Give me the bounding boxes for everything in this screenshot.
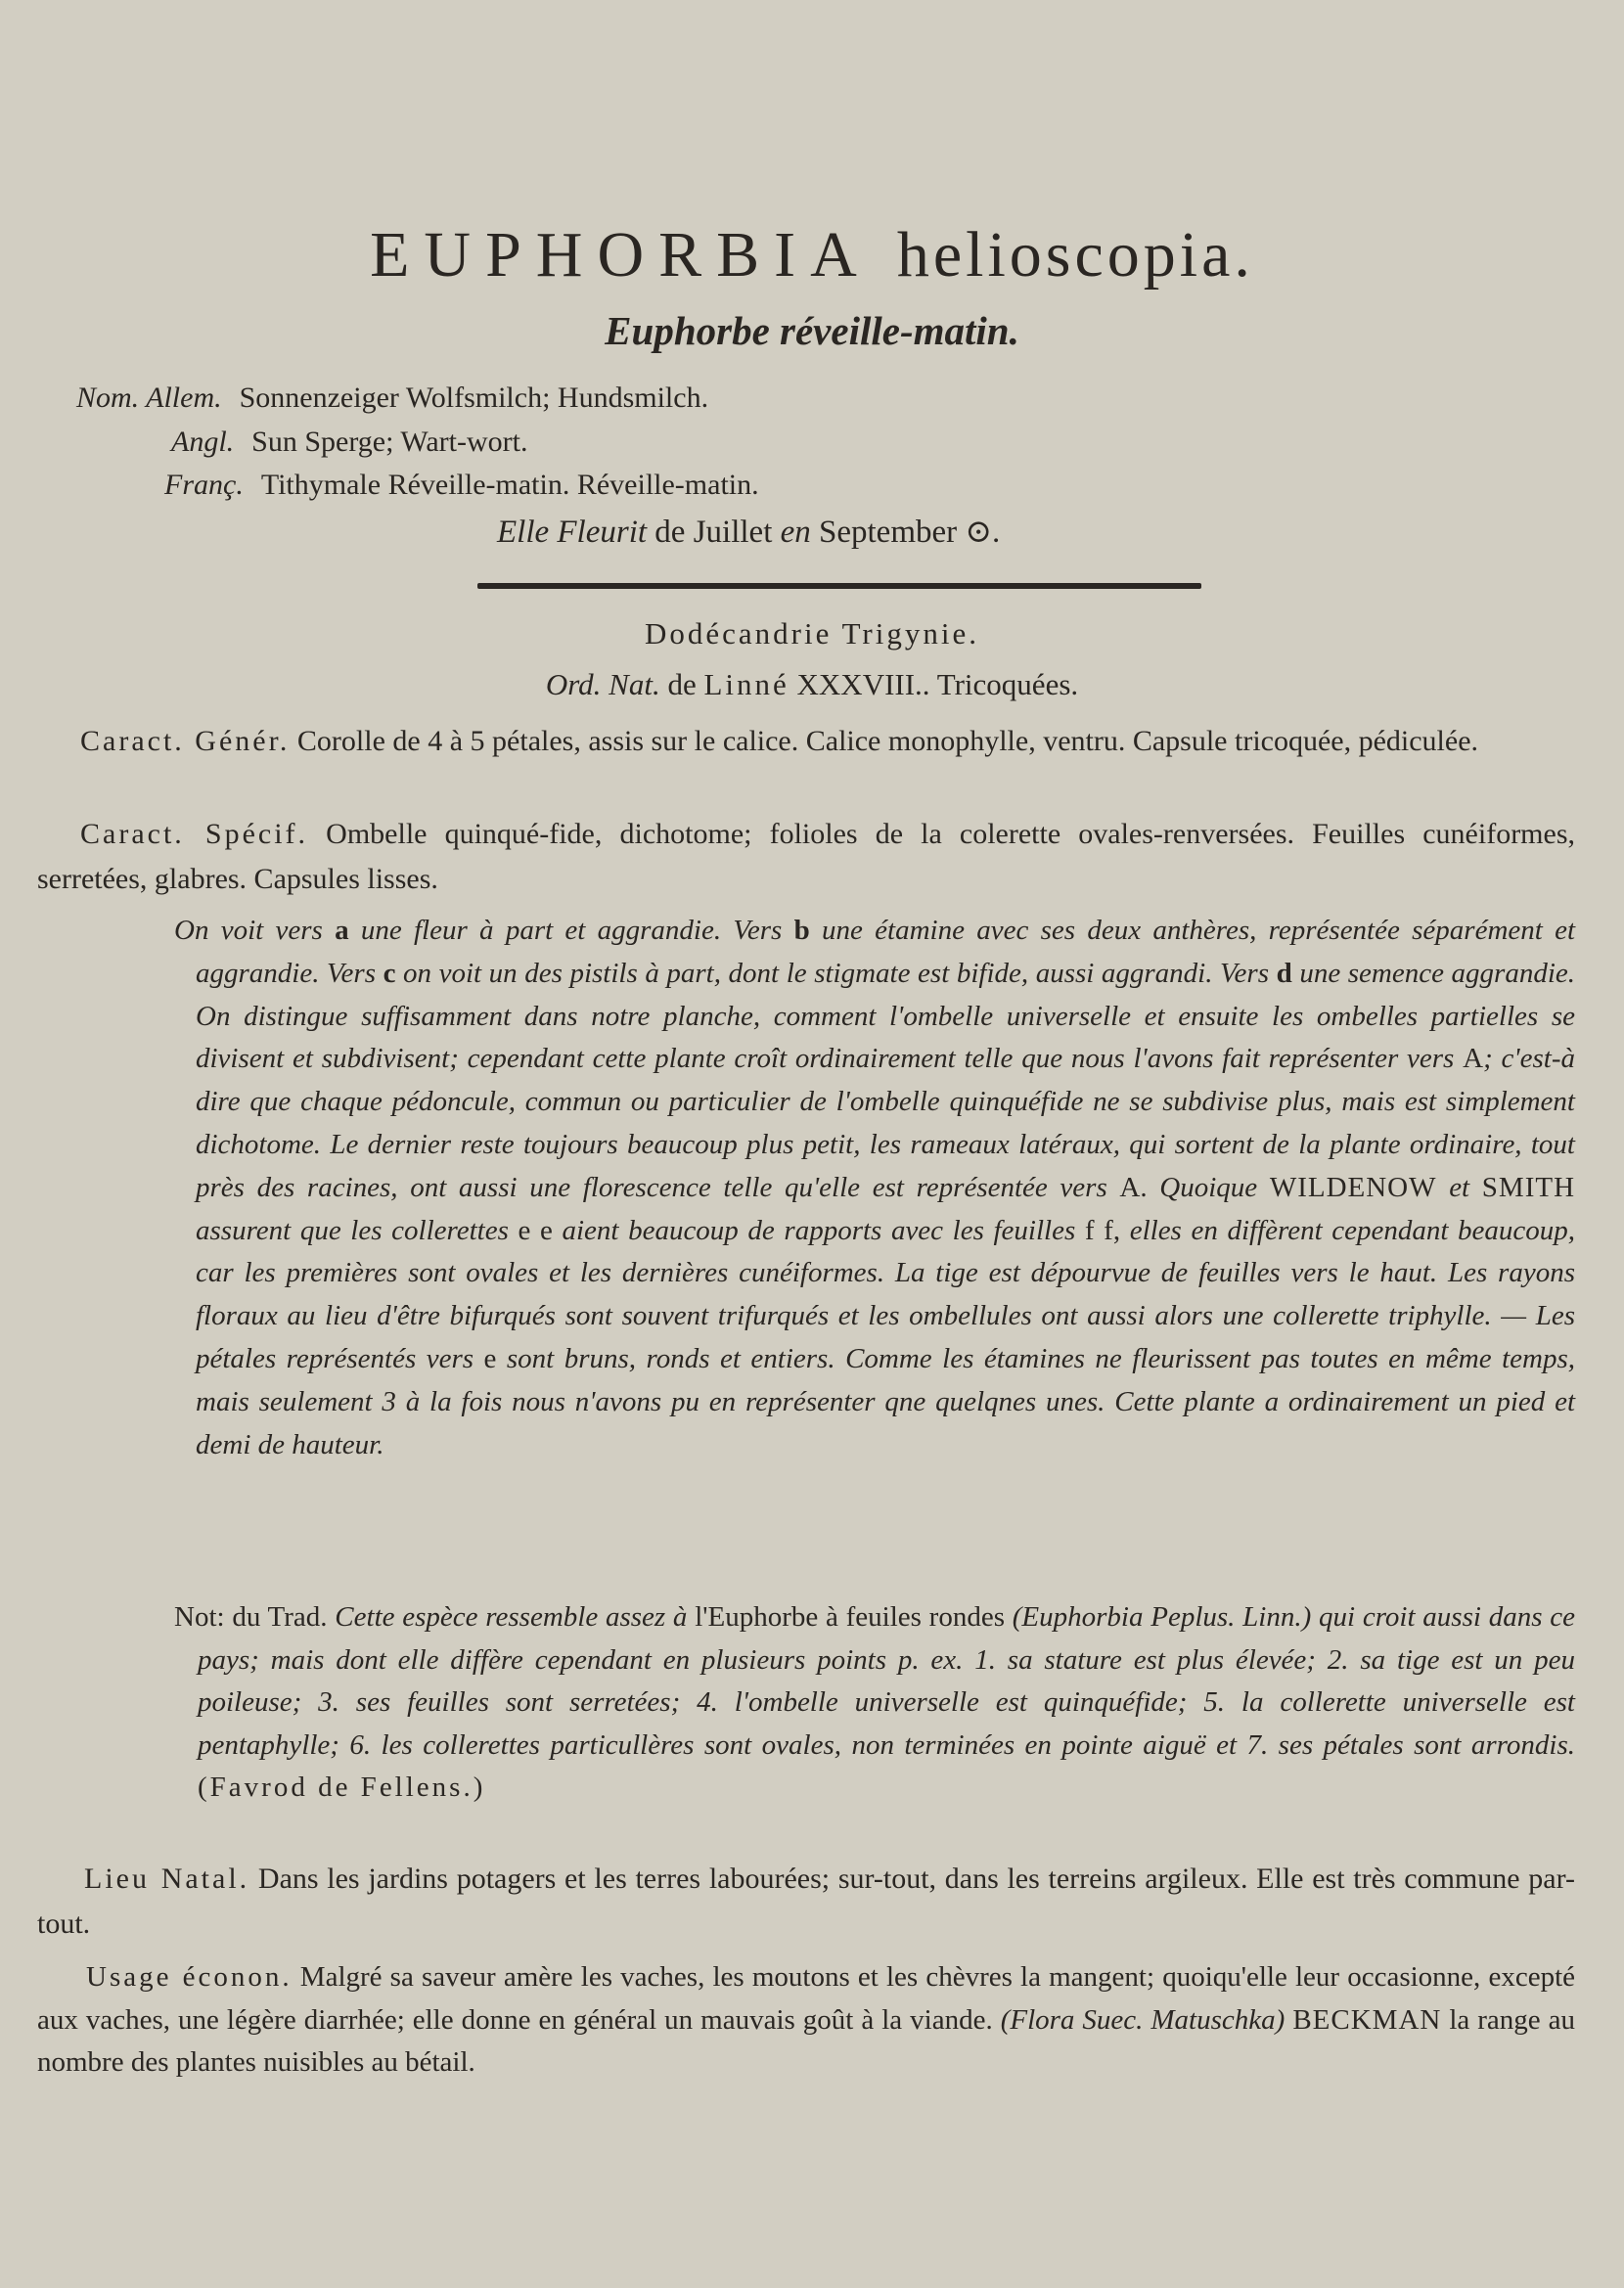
specific-character-heading: Caract. Spécif. (80, 818, 309, 850)
ornamental-divider (477, 583, 1201, 589)
order-prefix: Ord. Nat. (545, 667, 660, 701)
desc-letter: b (793, 915, 810, 946)
flowering-part-1: Elle Fleurit (497, 515, 648, 550)
author-name: WILDENOW (1269, 1171, 1437, 1203)
native-habitat (37, 1857, 1575, 1947)
desc-letter: f f, (1084, 1214, 1121, 1246)
desc-letter: A (1463, 1043, 1484, 1075)
desc-text: on voit un des pistils à part, dont le stigmate est bifide, aussi aggrandi. Vers (403, 957, 1270, 989)
name-french-label: Franç. (164, 469, 244, 501)
economic-use-citation: (Flora Suec. Matuschka) (1000, 2003, 1286, 2036)
plate-description (174, 910, 1576, 1466)
desc-text: aient beaucoup de rapports avec les feuilles (562, 1214, 1076, 1246)
desc-letter: A. (1119, 1171, 1148, 1203)
desc-text: Quoique (1159, 1171, 1258, 1203)
desc-text: une fleur à part et aggrandie. Vers (360, 915, 783, 946)
native-habitat-heading: Lieu Natal. (84, 1862, 250, 1895)
desc-text: sont bruns, ronds et entiers. Comme les étamines ne fleurissent pas toutes en même temps, mais seulement 3 à la fois nous n'avons pu en représenter qne quelqnes unes. Cette plante a ordinairement un pied et demi de hauteur. (196, 1342, 1575, 1460)
genus-name: EUPHORBIA (370, 219, 872, 291)
name-german-label: Nom. Allem. (76, 381, 222, 414)
generic-character (37, 719, 1575, 764)
name-english-value: Sun Sperge; Wart-wort. (251, 426, 528, 458)
desc-text: elles en diffèrent cependant beaucoup, car les premières sont ovales et les dernières cunéiformes. La tige est dépourvue de feuilles vers le haut. Les rayons floraux au lieu d'être bifurqués sont souvent trifurqués et les ombellules ont aussi alors une collerette triphylle. — Les pétales représentés vers (196, 1214, 1576, 1374)
economic-use-text: la range au nombre des plantes nuisibles au bétail. (37, 2003, 1576, 2078)
flowering-period (497, 516, 1000, 549)
desc-text: assurent que les collerettes (196, 1214, 509, 1246)
name-english (171, 427, 527, 457)
translator-note-text: (Euphorbia Peplus. Linn.) qui croit aussi dans ce pays; mais dont elle diffère cependant en plusieurs points p. ex. 1. sa stature est plus élevée; 2. sa tige est un peu poileuse; 3. ses feuilles sont serretées; 4. l'ombelle universelle est quinquéfide; 5. la collerette universelle est pentaphylle; 6. les collerettes particullères sont ovales, non terminées en pointe aiguë et 7. ses pétales sont arrondis. (198, 1601, 1575, 1761)
native-habitat-text: Dans les jardins potagers et les terres labourées; sur-tout, dans les terreins argileux. Elle est très commune par-tout. (37, 1862, 1575, 1940)
specific-character (37, 812, 1575, 902)
generic-character-text: Corolle de 4 à 5 pétales, assis sur le calice. Calice monophylle, ventru. Capsule tricoquée, pédiculée. (296, 725, 1479, 757)
author-name: BECKMAN (1292, 2003, 1442, 2036)
french-common-name: Euphorbe réveille-matin. (605, 308, 1019, 353)
linnaean-class: Dodécandrie Trigynie. (645, 616, 979, 651)
desc-letter: e e (518, 1214, 553, 1246)
order-family: Tricoquées. (936, 667, 1079, 701)
translator-note-text: l'Euphorbe à feuiles rondes (695, 1601, 1005, 1633)
flowering-part-3: en (780, 515, 811, 550)
generic-character-heading: Caract. Génér. (80, 725, 291, 757)
natural-order (0, 669, 1624, 699)
desc-text: ; c'est-à dire que chaque pédoncule, commun ou particulier de l'ombelle quinquéfide ne se subdivise plus, mais est simplement dichotome. Le dernier reste toujours beaucoup plus petit, les rameaux latéraux, qui sortent de la plante ordinaire, tout près des racines, ont aussi une florescence telle qu'elle est représentée vers (196, 1043, 1575, 1203)
flowering-part-2: de Juillet (654, 515, 773, 550)
name-french (164, 471, 759, 500)
order-middle: de (667, 667, 697, 701)
desc-letter: a (335, 915, 349, 946)
name-french-value: Tithymale Réveille-matin. Réveille-matin. (260, 469, 759, 501)
translator-note (174, 1596, 1575, 1810)
flowering-part-4: September ⊙. (819, 515, 1001, 550)
economic-use-heading: Usage éconon. (86, 1961, 293, 1993)
desc-text: une étamine avec ses deux anthères, représentée séparément et aggrandie. Vers (196, 915, 1576, 989)
species-name: helioscopia. (896, 219, 1254, 291)
economic-use (37, 1956, 1575, 2085)
page-title (0, 219, 1624, 291)
name-german-value: Sonnenzeiger Wolfsmilch; Hundsmilch. (239, 381, 709, 414)
desc-letter: c (383, 957, 396, 989)
order-linne: Linné (703, 667, 789, 701)
specific-character-text: Ombelle quinqué-fide, dichotome; folioles de la colerette ovales-renversées. Feuilles cunéiformes, serretées, glabres. Capsules lisses. (37, 818, 1576, 895)
desc-letter: e (483, 1342, 497, 1374)
translator-note-signature: (Favrod de Fellens.) (198, 1772, 486, 1803)
name-english-label: Angl. (171, 426, 235, 458)
desc-text: une semence aggrandie. On distingue suffisamment dans notre planche, comment l'ombelle universelle et ensuite les ombelles partielles se divisent et subdivisent; cependant cette plante croît ordinairement telle que nous l'avons fait représenter vers (196, 957, 1576, 1075)
translator-note-heading: Not: du Trad. (174, 1601, 328, 1633)
translator-note-text: Cette espèce ressemble assez à (335, 1601, 688, 1633)
desc-text: On voit vers (174, 915, 323, 946)
desc-text: et (1449, 1171, 1470, 1203)
author-name: SMITH (1481, 1171, 1576, 1203)
order-number: XXXVIII.. (796, 667, 930, 701)
name-german (76, 383, 708, 413)
desc-letter: d (1276, 957, 1292, 989)
economic-use-text: Malgré sa saveur amère les vaches, les moutons et les chèvres la mangent; quoiqu'elle leur occasionne, excepté aux vaches, une légère diarrhée; elle donne en général un mauvais goût à la viande. (37, 1961, 1575, 2036)
